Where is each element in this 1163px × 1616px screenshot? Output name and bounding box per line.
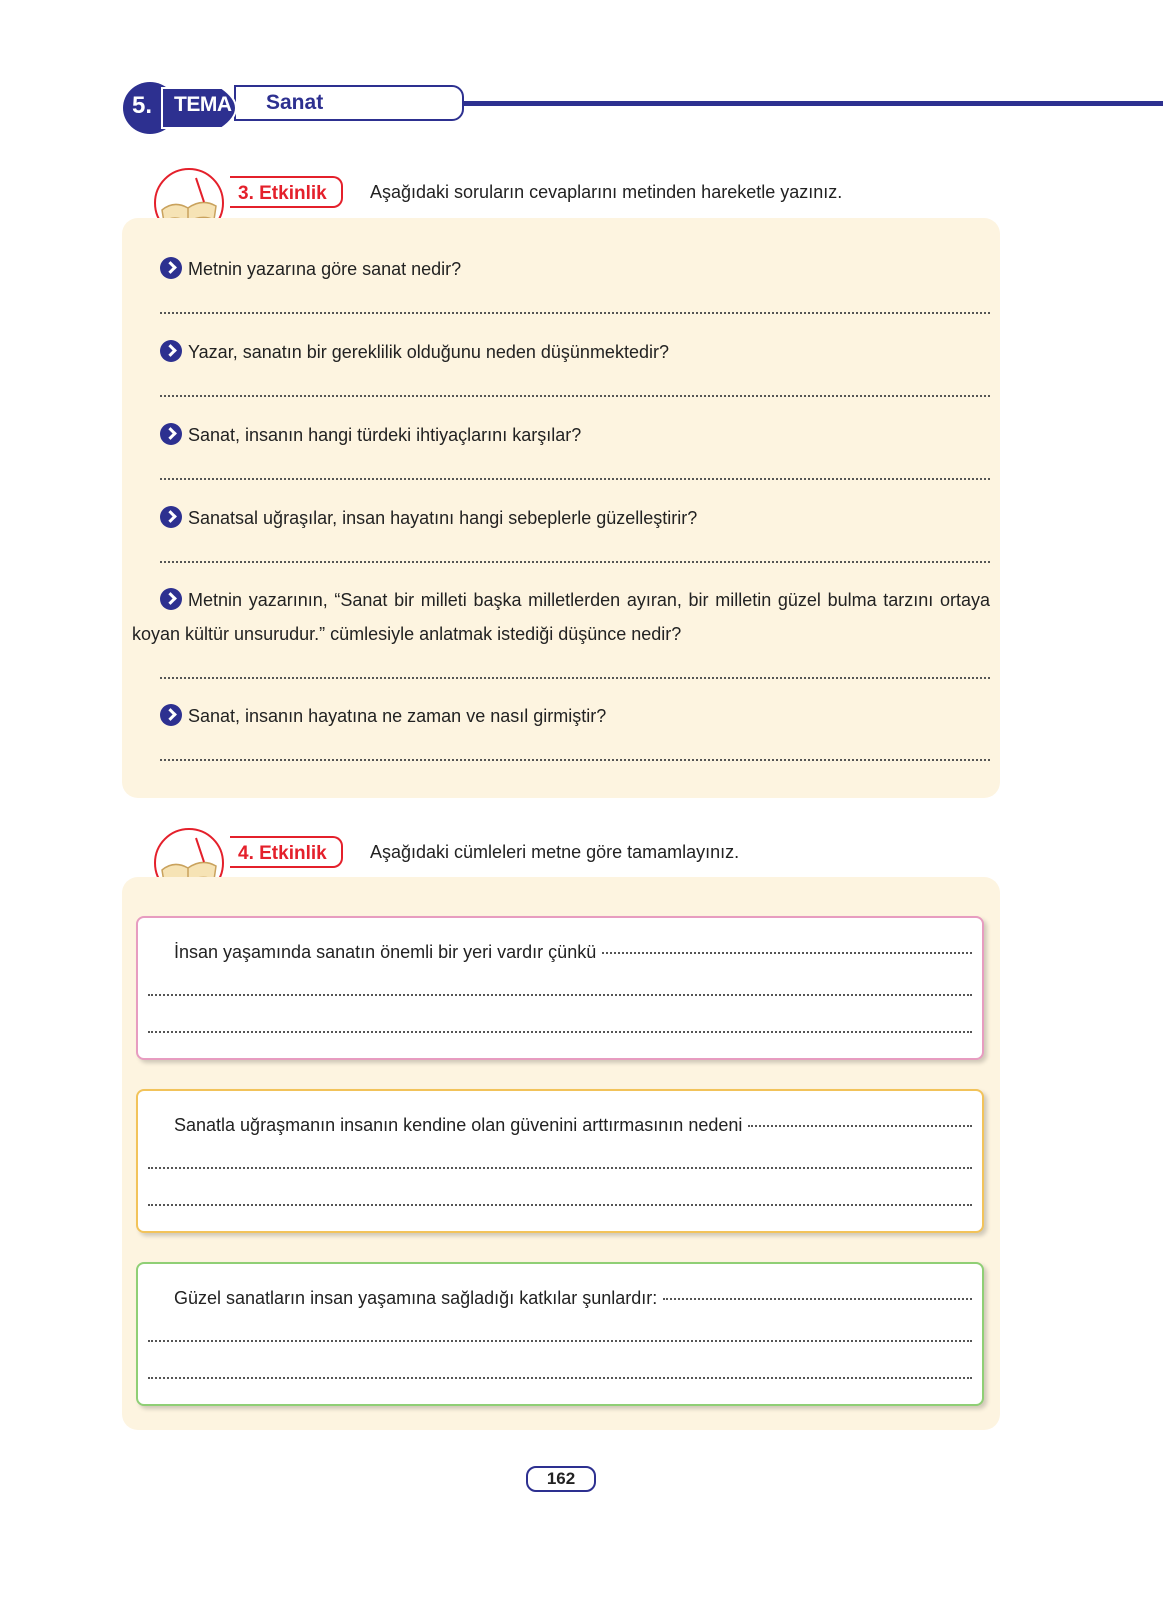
arrow-bullet-icon	[160, 588, 182, 610]
theme-name: Sanat	[266, 91, 324, 114]
completion-box-3	[136, 1262, 984, 1406]
answer-line-1[interactable]	[160, 312, 990, 314]
arrow-bullet-icon	[160, 704, 182, 726]
answer-line[interactable]	[148, 1377, 972, 1379]
activity3-label: 3. Etkinlik	[230, 176, 343, 208]
question-6: Sanat, insanın hayatına ne zaman ve nasıl girmiştir?	[160, 704, 606, 727]
theme-number: 5.	[132, 92, 153, 119]
answer-line-4[interactable]	[160, 561, 990, 563]
answer-line[interactable]	[148, 1340, 972, 1342]
answer-line[interactable]	[148, 994, 972, 996]
header-rule	[342, 101, 1163, 106]
answer-line-6[interactable]	[160, 759, 990, 761]
fill-line[interactable]	[748, 1125, 972, 1127]
theme-header	[122, 80, 1163, 140]
activity4-label: 4. Etkinlik	[230, 836, 343, 868]
answer-line-3[interactable]	[160, 478, 990, 480]
theme-tema-label: TEMA	[174, 93, 232, 116]
arrow-bullet-icon	[160, 506, 182, 528]
fill-line[interactable]	[602, 952, 972, 954]
arrow-bullet-icon	[160, 423, 182, 445]
theme-name-tab	[234, 85, 464, 121]
answer-line-2[interactable]	[160, 395, 990, 397]
question-5: Metnin yazarının, “Sanat bir milleti başka milletlerden ayıran, bir milletin güzel bulma tarzını ortaya koyan kültür unsurudur.” cümlesiyle anlatmak istediği düşünce nedir?	[132, 590, 990, 644]
question-2: Yazar, sanatın bir gereklilik olduğunu neden düşünmektedir?	[160, 340, 669, 363]
answer-line[interactable]	[148, 1031, 972, 1033]
arrow-bullet-icon	[160, 340, 182, 362]
sentence-1: İnsan yaşamında sanatın önemli bir yeri vardır çünkü	[174, 942, 972, 963]
sentence-3: Güzel sanatların insan yaşamına sağladığı katkılar şunlardır:	[174, 1288, 972, 1309]
completion-box-1	[136, 916, 984, 1060]
page-number: 162	[526, 1466, 596, 1492]
fill-line[interactable]	[663, 1298, 972, 1300]
answer-line[interactable]	[148, 1167, 972, 1169]
question-1: Metnin yazarına göre sanat nedir?	[160, 257, 461, 280]
completion-box-2	[136, 1089, 984, 1233]
answer-line-5[interactable]	[160, 677, 990, 679]
activity3-instruction: Aşağıdaki soruların cevaplarını metinden hareketle yazınız.	[370, 182, 843, 202]
arrow-bullet-icon	[160, 257, 182, 279]
sentence-2: Sanatla uğraşmanın insanın kendine olan güvenini arttırmasının nedeni	[174, 1115, 972, 1136]
question-3: Sanat, insanın hangi türdeki ihtiyaçlarını karşılar?	[160, 423, 581, 446]
answer-line[interactable]	[148, 1204, 972, 1206]
activity4-instruction: Aşağıdaki cümleleri metne göre tamamlayınız.	[370, 842, 740, 862]
question-4: Sanatsal uğraşılar, insan hayatını hangi sebeplerle güzelleştirir?	[160, 506, 697, 529]
